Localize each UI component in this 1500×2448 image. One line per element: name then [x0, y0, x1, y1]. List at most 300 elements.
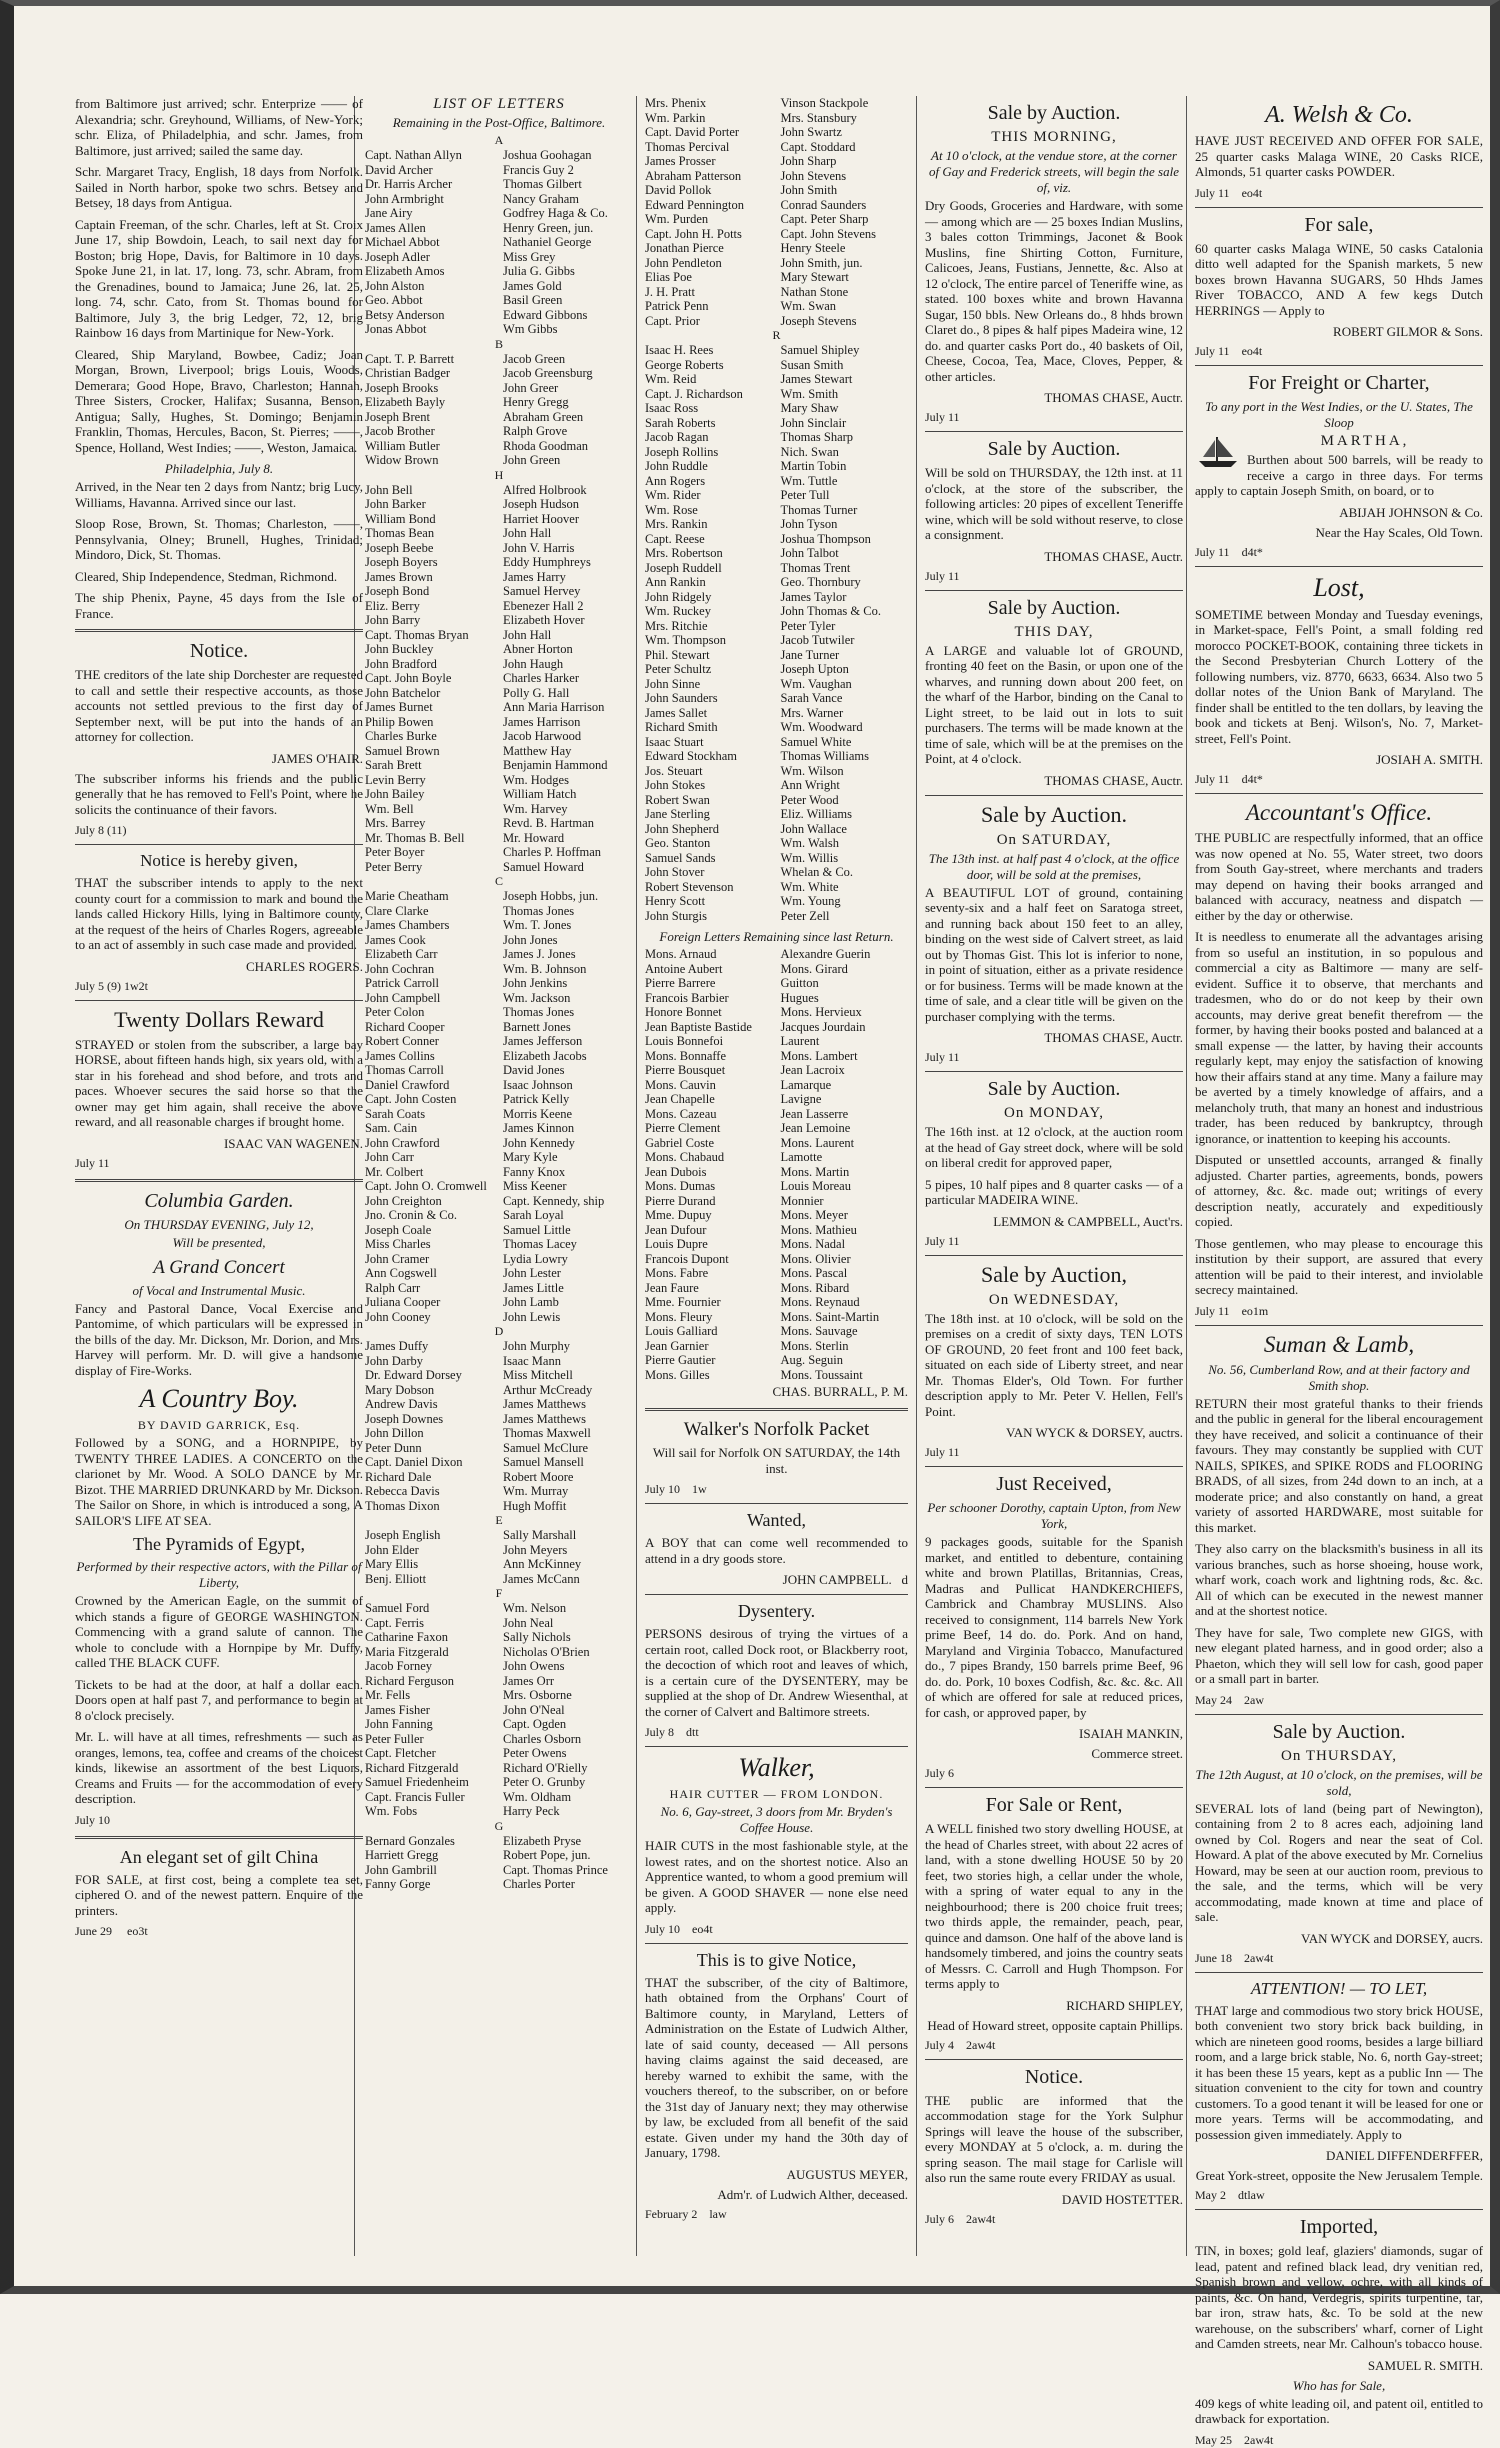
- letter-recipient-name: Samuel White: [780, 734, 852, 749]
- letter-recipient-name: Eliz. Berry: [365, 598, 420, 613]
- divider: [1195, 1714, 1483, 1715]
- letter-recipient-name: Polly G. Hall: [503, 685, 570, 700]
- letter-recipient-name: Joseph Hobbs, jun.: [503, 889, 599, 903]
- names-s: [645, 633, 908, 923]
- letter-recipient-name: Samuel Brown: [365, 743, 440, 758]
- letter-recipient-name: John Hall: [503, 627, 552, 642]
- letter-recipient-name: Mons. Nadal: [780, 1237, 846, 1251]
- letter-recipient-name: John Ruddle: [645, 459, 708, 473]
- attention-signature-2: Great York-street, opposite the New Jerusalem Temple.: [1195, 2168, 1483, 2183]
- letters-sections: [365, 133, 633, 1892]
- letter-recipient-name: John Talbot: [780, 546, 839, 560]
- stage-tag: 2aw4t: [966, 2211, 996, 2226]
- letter-recipient-name: Pierre Clement: [645, 1121, 721, 1135]
- letter-recipient-name: Jean Garnier: [645, 1338, 709, 1353]
- divider: [925, 1466, 1183, 1467]
- letter-recipient-name: Mons. Olivier: [780, 1251, 851, 1266]
- letter-recipient-name: Sarah Coats: [365, 1106, 426, 1121]
- letter-recipient-name: William Bond: [365, 511, 436, 526]
- court-notice-title: Notice is hereby given,: [140, 851, 298, 870]
- letter-recipient-name: Joseph Beebe: [365, 540, 434, 555]
- letter-recipient-name: John Bradford: [365, 656, 437, 671]
- estate-tag: law: [709, 2206, 727, 2221]
- letter-recipient-name: Capt. Fletcher: [365, 1746, 436, 1760]
- letter-recipient-name: Dr. Edward Dorsey: [365, 1368, 462, 1382]
- notice-body: THE creditors of the late ship Dorchester are requested to call and settle their respective accounts, as those accounts not settled previous to the first day of September next, will be put into the hands of an attorney for collection.: [75, 667, 363, 744]
- letter-recipient-name: James Jefferson: [503, 1034, 583, 1048]
- letter-recipient-name: Capt. John Boyle: [365, 671, 452, 685]
- packet-date-text: July 10: [645, 1482, 681, 1496]
- letter-section-heading: H: [494, 467, 504, 482]
- letter-recipient-name: Mrs. Stansbury: [780, 110, 857, 125]
- letter-recipient-name: Jacob Green: [503, 351, 566, 366]
- letter-recipient-name: Charles Burke: [365, 729, 437, 743]
- sale-date-text: July 11: [1195, 344, 1230, 358]
- letter-recipient-name: Mons. Chabaud: [645, 1150, 725, 1164]
- received-body: 9 packages goods, suitable for the Spanish market, and entitled to debenture, containing white and brown Platillas, Britannias, Creas, Madras and Pullicat HANDKERCHIEFS, Cambrick and Chambray MUSLINS. Also received to consignment, 114 barrels New York prime Beef, 14 do. do. Pork. And on hand, Maryland and Virginia Tobacco, Manufactured do., 7 pipes Brandy, 150 barrels prime Beef, 96 do. do. Pork, 10 boxes Codfish, &c. &c. &c. All of which are offered for sale at reduced prices, for cash, or approved paper, by: [925, 1534, 1183, 1720]
- letter-recipient-name: Miss Mitchell: [503, 1368, 573, 1382]
- sale-tag: eo4t: [1241, 344, 1263, 358]
- auction-signature: THOMAS CHASE, Auctr.: [1044, 390, 1183, 405]
- letter-recipient-name: Andrew Davis: [365, 1397, 438, 1411]
- letter-recipient-name: Morris Keene: [503, 1106, 573, 1121]
- letter-recipient-name: Pierre Durand: [645, 1193, 716, 1208]
- letter-recipient-name: Wm. Parkin: [645, 110, 706, 125]
- letter-recipient-name: James Fisher: [365, 1702, 430, 1717]
- letter-recipient-name: Ralph Grove: [503, 424, 568, 438]
- lost-date-text: July 11: [1195, 772, 1230, 786]
- divider: [1195, 207, 1483, 208]
- letter-recipient-name: Edward Stockham: [645, 749, 737, 763]
- divider: [645, 1408, 908, 1411]
- play-body: Followed by a SONG, and a HORNPIPE, by TWENTY THREE LADIES. A CONCERTO on the clarionet by Mr. Wood. A SOLO DANCE by Mr. Bizot. THE MARRIED DRUNKARD by Mr. Dickson. The Sailor on Shore, in which is introduced a song, A SAILOR'S LIFE AT SEA.: [75, 1435, 363, 1528]
- letter-recipient-name: John Elder: [365, 1542, 419, 1557]
- letter-recipient-name: James Matthews: [503, 1397, 586, 1411]
- column-letters-continued: [639, 96, 914, 2256]
- letter-recipient-name: Mrs. Phenix: [645, 96, 707, 110]
- lost-signature: JOSIAH A. SMITH.: [1376, 752, 1483, 767]
- letter-recipient-name: Michael Abbot: [365, 235, 440, 249]
- letter-recipient-name: John Owens: [503, 1659, 565, 1673]
- divider: [1195, 1972, 1483, 1973]
- letter-recipient-name: Mons. Sauvage: [780, 1324, 858, 1338]
- letter-recipient-name: Alexandre Guerin: [780, 947, 871, 961]
- letter-recipient-name: Joseph English: [365, 1528, 441, 1542]
- letter-recipient-name: John Stevens: [780, 168, 847, 183]
- column-auctions: [919, 96, 1189, 2256]
- letter-recipient-name: John Barker: [365, 497, 426, 511]
- letter-recipient-name: John Meyers: [503, 1542, 568, 1557]
- letter-recipient-name: Eliz. Williams: [780, 807, 852, 821]
- letter-recipient-name: John Campbell: [365, 990, 441, 1005]
- letter-recipient-name: Joseph Brent: [365, 409, 430, 424]
- suman-date: [1195, 1693, 1483, 1708]
- letter-recipient-name: Maria Fitzgerald: [365, 1644, 449, 1659]
- letter-recipient-name: Jacques Jourdain: [780, 1019, 866, 1034]
- letter-section-heading: C: [494, 874, 503, 888]
- letter-recipient-name: Mrs. Warner: [780, 705, 844, 720]
- shipping-paragraph: The ship Phenix, Payne, 45 days from the Isle of France.: [75, 590, 363, 621]
- letter-recipient-name: Thomas Williams: [780, 749, 869, 763]
- letter-recipient-name: James Collins: [365, 1048, 435, 1063]
- auction-title: Sale by Auction,: [980, 1261, 1128, 1287]
- letter-recipient-name: James Matthews: [503, 1411, 586, 1426]
- letter-recipient-name: John Saunders: [645, 691, 718, 705]
- letter-recipient-name: John Bell: [365, 482, 413, 497]
- imported-title: Imported,: [1299, 2216, 1379, 2238]
- divider: [925, 1787, 1183, 1788]
- letter-recipient-name: Jacob Harwood: [503, 729, 582, 743]
- letter-recipient-name: Fanny Gorge: [365, 1877, 431, 1891]
- letter-recipient-name: John Tyson: [780, 517, 838, 531]
- letter-recipient-name: Sally Marshall: [503, 1528, 577, 1542]
- wanted-title: Wanted,: [746, 1510, 807, 1530]
- letter-recipient-name: Capt. Kennedy, ship: [503, 1193, 605, 1208]
- letter-recipient-name: Capt. Ogden: [503, 1717, 567, 1731]
- letter-recipient-name: John Lester: [503, 1266, 561, 1280]
- letter-recipient-name: Jos. Steuart: [645, 763, 703, 778]
- letter-section-heading: R: [772, 328, 781, 342]
- letter-recipient-name: Mons. Martin: [780, 1164, 850, 1179]
- letter-recipient-name: Ann Maria Harrison: [503, 700, 605, 714]
- letter-recipient-name: Thomas Carroll: [365, 1063, 444, 1077]
- welsh-body: HAVE JUST RECEIVED AND OFFER FOR SALE, 25 quarter casks Malaga WINE, 20 Casks RICE, Almonds, 51 quarter casks POWDER.: [1195, 133, 1483, 179]
- letter-recipient-name: Capt. J. Richardson: [645, 386, 743, 401]
- letter-recipient-name: Ebenezer Hall 2: [503, 598, 584, 613]
- letter-recipient-name: Jean Baptiste Bastide: [645, 1019, 752, 1034]
- auction-body: A LARGE and valuable lot of GROUND, fronting 40 feet on the Basin, or upon one of the wharves, and running down about 200 feet, on the wharf of the Harbor, binding on the Canal to Light street, to be laid out in lots to suit purchasers. The terms will be made known at the time of sale, which will be at the premises on the Point, at 4 o'clock.: [925, 642, 1183, 766]
- letter-recipient-name: Jane Turner: [780, 647, 840, 662]
- letter-recipient-name: Thomas Gilbert: [503, 177, 582, 191]
- letter-recipient-name: Benj. Elliott: [365, 1571, 427, 1586]
- letter-recipient-name: Jacob Ragan: [645, 430, 709, 444]
- letter-recipient-name: Wm. Reid: [645, 372, 697, 386]
- letter-recipient-name: Wm. Harvey: [503, 801, 568, 816]
- names-grid: [365, 148, 633, 337]
- rent-title: For Sale or Rent,: [985, 1794, 1123, 1816]
- letter-recipient-name: John Smith: [780, 183, 838, 197]
- letter-recipient-name: Hugues: [780, 990, 819, 1005]
- letter-recipient-name: Mr. Colbert: [365, 1164, 424, 1179]
- welsh-date: [1195, 186, 1483, 201]
- welsh-tag: eo4t: [1241, 185, 1263, 200]
- letter-recipient-name: Lydia Lowry: [503, 1251, 568, 1266]
- letter-recipient-name: John V. Harris: [503, 540, 575, 555]
- auction-body: A BEAUTIFUL LOT of ground, containing seventy-six and a half feet on Saratoga street, and running back about 150 feet to an alley, binding on the west side of Calvert street, as laid out by Thomas Gist. This lot is inferior to none, in point of situation, either as a private residence or for business. Terms will be made known at the time of sale, and a clear title will be given on the purchaser complying with the terms.: [925, 884, 1183, 1024]
- letter-recipient-name: Peter Colon: [365, 1005, 425, 1019]
- letter-recipient-name: James Orr: [503, 1673, 555, 1688]
- letter-recipient-name: Wm. Murray: [503, 1484, 569, 1498]
- received-signature-2: Commerce street.: [1091, 1746, 1183, 1761]
- letter-recipient-name: Julia G. Gibbs: [503, 264, 575, 278]
- china-tag: eo3t: [127, 1924, 148, 1938]
- sale-signature: ROBERT GILMOR & Sons.: [1333, 324, 1483, 339]
- letter-recipient-name: Mons. Toussaint: [780, 1367, 863, 1382]
- walker-sub2: No. 6, Gay-street, 3 doors from Mr. Bryden's Coffee House.: [660, 1804, 893, 1835]
- garden-concert: A Grand Concert: [153, 1256, 285, 1278]
- letter-recipient-name: Joseph Stevens: [780, 313, 857, 328]
- letter-recipient-name: Capt. David Porter: [645, 125, 740, 139]
- letter-recipient-name: Joseph Downes: [365, 1411, 444, 1426]
- letter-recipient-name: Joseph Brooks: [365, 380, 439, 395]
- letter-recipient-name: Samuel McClure: [503, 1440, 589, 1455]
- letter-recipient-name: Richard Ferguson: [365, 1673, 454, 1688]
- letter-recipient-name: Wm. T. Jones: [503, 918, 572, 932]
- letter-recipient-name: Mons. Dumas: [645, 1179, 716, 1193]
- letter-recipient-name: Elizabeth Carr: [365, 947, 438, 961]
- letter-recipient-name: John Thomas & Co.: [780, 604, 881, 618]
- letter-recipient-name: Mary Dobson: [365, 1382, 435, 1397]
- auction-signature: THOMAS CHASE, Auctr.: [1044, 1030, 1183, 1045]
- auction-signature: THOMAS CHASE, Auctr.: [1044, 548, 1183, 564]
- stage-notice-signature: DAVID HOSTETTER.: [1061, 2191, 1183, 2207]
- court-notice-signature: CHARLES ROGERS.: [245, 958, 363, 974]
- letter-section-heading: B: [494, 336, 503, 351]
- letter-recipient-name: Mons. Meyer: [780, 1208, 848, 1222]
- letter-recipient-name: Phil. Stewart: [645, 647, 710, 662]
- column-shipping-news: [69, 96, 369, 2256]
- letter-recipient-name: Wm. Rose: [645, 502, 698, 517]
- letter-recipient-name: John Darby: [365, 1353, 423, 1368]
- auction-sub: THIS MORNING,: [991, 129, 1117, 145]
- walker-sub: HAIR CUTTER — FROM LONDON.: [669, 1787, 884, 1801]
- letter-recipient-name: John Stokes: [645, 778, 706, 792]
- divider: [75, 1836, 363, 1839]
- letter-recipient-name: John Haugh: [503, 656, 564, 671]
- letter-recipient-name: Mons. Hervieux: [780, 1005, 862, 1019]
- letter-recipient-name: Louis Dupre: [645, 1237, 708, 1251]
- land-tag: 2aw4t: [1244, 1950, 1274, 1965]
- letter-recipient-name: Elizabeth Pryse: [503, 1833, 582, 1848]
- letter-recipient-name: Jean Chapelle: [645, 1092, 715, 1106]
- freight-signature-2: Near the Hay Scales, Old Town.: [1315, 524, 1483, 540]
- freight-tag: d4t*: [1241, 544, 1263, 559]
- letter-recipient-name: Peter Berry: [365, 859, 423, 874]
- auction-title: Sale by Auction.: [987, 438, 1121, 460]
- divider: [925, 1071, 1183, 1072]
- shipping-paragraph: Sloop Rose, Brown, St. Thomas; Charleston, ——, Pennsylvania, Olney; Brunell, Hughes, Trinidad; Mindoro, Dick, St. Thomas.: [75, 516, 363, 562]
- letter-recipient-name: Mary Ellis: [365, 1557, 419, 1571]
- auction-signature: LEMMON & CAMPBELL, Auct'rs.: [993, 1213, 1183, 1229]
- letter-recipient-name: Capt. Prior: [645, 313, 700, 328]
- wanted-tag: d: [901, 1572, 908, 1587]
- letter-recipient-name: Barnett Jones: [503, 1019, 571, 1034]
- letter-recipient-name: Mrs. Osborne: [503, 1688, 572, 1702]
- divider: [925, 795, 1183, 796]
- letter-recipient-name: Mons. Laurent: [780, 1135, 855, 1150]
- letter-recipient-name: Richard O'Rielly: [503, 1760, 588, 1775]
- letter-recipient-name: John Jenkins: [503, 976, 568, 990]
- letter-recipient-name: Mons. Gilles: [645, 1367, 710, 1382]
- names-grid: [365, 1528, 633, 1586]
- letter-recipient-name: Dr. Harris Archer: [365, 177, 453, 191]
- letter-recipient-name: Laurent: [780, 1034, 820, 1048]
- letter-recipient-name: Antoine Aubert: [645, 961, 723, 976]
- letter-recipient-name: Francois Dupont: [645, 1251, 729, 1266]
- shipping-paragraph: from Baltimore just arrived; schr. Enterprize —— of Alexandria; schr. Greyhound, Williams, of New-York; schr. Eliza, of Philadelphia, and schr. James, from Baltimore, just arrived; sailed the same day.: [75, 96, 363, 158]
- auction-items: 5 pipes, 10 half pipes and 8 quarter casks — of a particular MADEIRA WINE.: [925, 1176, 1183, 1207]
- attention-title: ATTENTION! — TO LET,: [1250, 1978, 1428, 1998]
- court-notice-date: July 5 (9) 1w2t: [75, 978, 148, 993]
- letter-recipient-name: Thomas Lacey: [503, 1237, 577, 1251]
- letter-recipient-name: Joseph Upton: [780, 662, 849, 676]
- column-letters-list: [359, 96, 639, 2256]
- letter-recipient-name: Wm. Nelson: [503, 1601, 567, 1615]
- letter-recipient-name: Samuel Friedenheim: [365, 1775, 469, 1789]
- letter-recipient-name: Mrs. Barrey: [365, 816, 426, 830]
- divider: [645, 1746, 908, 1747]
- column-rule: [916, 96, 917, 2256]
- letter-recipient-name: David Pollok: [645, 183, 712, 197]
- reward-signature: ISAAC VAN WAGENEN.: [223, 1135, 363, 1151]
- attention-tag: dtlaw: [1238, 2188, 1265, 2202]
- divider: [75, 629, 363, 632]
- letter-recipient-name: Mons. Girard: [780, 961, 848, 976]
- letter-recipient-name: Joseph Coale: [365, 1222, 432, 1237]
- garden-title: Columbia Garden.: [144, 1189, 294, 1212]
- letter-recipient-name: Guitton: [780, 976, 819, 990]
- auction-intro: The 13th inst. at half past 4 o'clock, at the office door, will be sold at the premises,: [928, 850, 1180, 882]
- letter-recipient-name: Mary Stewart: [780, 270, 849, 284]
- letter-recipient-name: Aug. Seguin: [780, 1353, 843, 1367]
- letter-section-heading: F: [495, 1586, 503, 1600]
- packet-title: Walker's Norfolk Packet: [683, 1419, 870, 1440]
- letter-recipient-name: Alfred Holbrook: [503, 482, 587, 497]
- letter-recipient-name: Elizabeth Jacobs: [503, 1048, 587, 1063]
- letter-recipient-name: John Sharp: [780, 154, 837, 168]
- names-grid: [365, 483, 633, 875]
- received-title: Just Received,: [996, 1473, 1112, 1495]
- pyramids-title: The Pyramids of Egypt,: [133, 1534, 305, 1554]
- dysentery-date-text: July 8: [645, 1725, 675, 1739]
- letter-recipient-name: Ralph Carr: [365, 1280, 421, 1295]
- letter-recipient-name: Hugh Moffit: [503, 1498, 567, 1513]
- letter-recipient-name: Robert Pope, jun.: [503, 1848, 591, 1862]
- letter-recipient-name: Levin Berry: [365, 772, 426, 787]
- land-auction-title: Sale by Auction.: [1272, 1720, 1406, 1743]
- letter-recipient-name: Jno. Cronin & Co.: [365, 1208, 458, 1222]
- suman-body: They have for sale, Two complete new GIGS, with new elegant plated harness, and in good order; also a Phaeton, which they will sell low for cash, good paper or a small part in barter.: [1195, 1624, 1483, 1686]
- letter-recipient-name: Capt. Thomas Prince: [503, 1862, 608, 1877]
- letter-recipient-name: Joshua Thompson: [780, 531, 871, 546]
- letter-recipient-name: Mrs. Rankin: [645, 517, 708, 531]
- letter-recipient-name: Joseph Boyers: [365, 555, 438, 569]
- letter-recipient-name: Mons. Cauvin: [645, 1077, 716, 1092]
- letter-recipient-name: Wm. White: [780, 879, 839, 894]
- letter-recipient-name: James Kinnon: [503, 1121, 575, 1135]
- office-body: THE PUBLIC are respectfully informed, that an office was now opened at No. 55, Water street, two doors from South Gay-street, where merchants and traders may depend on having their books arranged and balanced with accuracy, neatness and dispatch — either by the day or otherwise.: [1195, 830, 1483, 923]
- auction-title: Sale by Auction.: [987, 102, 1121, 124]
- letter-section-heading: G: [494, 1818, 504, 1833]
- letter-recipient-name: Elias Poe: [645, 270, 692, 284]
- letter-recipient-name: Capt. John O. Cromwell: [365, 1179, 487, 1193]
- letter-recipient-name: Monnier: [780, 1193, 824, 1208]
- welsh-date-text: July 11: [1195, 185, 1230, 200]
- letter-recipient-name: Abraham Patterson: [645, 168, 742, 183]
- letter-recipient-name: John Batchelor: [365, 685, 441, 700]
- auction-date: July 11: [925, 568, 960, 583]
- letter-recipient-name: Wm. Walsh: [780, 836, 839, 850]
- freight-sub: To any port in the West Indies, or the U. States, The Sloop: [1205, 399, 1473, 430]
- letter-recipient-name: James Gold: [503, 278, 562, 293]
- letter-recipient-name: Richard Smith: [645, 720, 718, 734]
- letter-recipient-name: Wm. Bell: [365, 801, 414, 816]
- letter-recipient-name: Francois Barbier: [645, 990, 729, 1005]
- estate-date-text: February 2: [645, 2206, 698, 2221]
- letter-recipient-name: Mr. Howard: [503, 830, 565, 845]
- letter-section-heading: D: [494, 1324, 504, 1338]
- letter-recipient-name: Capt. Peter Sharp: [780, 212, 869, 226]
- attention-signature: DANIEL DIFFENDERFFER,: [1326, 2148, 1483, 2163]
- letter-recipient-name: Sarah Loyal: [503, 1208, 564, 1222]
- letter-recipient-name: Peter Zell: [780, 908, 830, 923]
- letters-title: LIST OF LETTERS: [433, 96, 565, 112]
- letter-recipient-name: Wm. Young: [780, 894, 841, 908]
- foreign-letters-title: Foreign Letters Remaining since last Return.: [659, 929, 894, 944]
- auction-sub: On WEDNESDAY,: [988, 1291, 1120, 1308]
- divider: [1195, 2209, 1483, 2210]
- pyramids-body: Tickets to be had at the door, at half a dollar each. Doors open at half past 7, and performance to begin at 8 o'clock precisely.: [75, 1676, 363, 1723]
- letter-recipient-name: Ann Rankin: [645, 575, 706, 589]
- divider: [925, 2059, 1183, 2060]
- letter-recipient-name: Mons. Cazeau: [645, 1106, 717, 1121]
- letter-recipient-name: John O'Neal: [503, 1702, 565, 1717]
- shipping-paragraph: Captain Freeman, of the schr. Charles, left at St. Croix June 17, ship Bowdoin, Leach, to sail next day for Boston; brig Hope, Davis, for Baltimore in 10 days. Spoke June 21, in lat. 17, long. 73, schr. Abram, from the Grenadines, bound to Jamaica; June 26, lat. 25, long. 74, schr. Cato, from St. Thomas bound for Baltimore, July 3, the brig Ledger, 72, 12, brig Rainbow 16 days from Martinique for New-York.: [75, 216, 363, 340]
- auction-title: Sale by Auction.: [987, 1078, 1121, 1100]
- letter-recipient-name: Mr. Fells: [365, 1688, 411, 1702]
- dysentery-title: Dysentery.: [737, 1601, 816, 1621]
- letter-recipient-name: Thomas Jones: [503, 1005, 575, 1019]
- letter-recipient-name: Thomas Turner: [780, 502, 858, 517]
- notice-signature: JAMES O'HAIR.: [271, 750, 363, 766]
- letter-recipient-name: Jean Faure: [645, 1280, 699, 1295]
- letter-recipient-name: Mons. Ribard: [780, 1280, 850, 1295]
- divider: [645, 1594, 908, 1595]
- letter-section-heading: E: [495, 1513, 503, 1527]
- letter-recipient-name: Capt. Ferris: [365, 1615, 425, 1630]
- letter-recipient-name: Wm. Swan: [780, 299, 837, 313]
- sale-body: 60 quarter casks Malaga WINE, 50 casks Catalonia ditto well adapted for the Spanish markets, 5 new boxes brown Havanna SUGARS, 50 Hhds James River TOBACCO, AND A few kegs Dutch HERRINGS — Apply to: [1195, 240, 1483, 318]
- auction-sub: THIS DAY,: [1014, 623, 1094, 640]
- notice-body: The subscriber informs his friends and the public generally that he has removed to Fell's Point, where he solicits the continuance of their favors.: [75, 770, 363, 817]
- letter-recipient-name: Nancy Graham: [503, 191, 580, 206]
- letter-recipient-name: Peter Wood: [780, 792, 839, 807]
- letter-recipient-name: Basil Green: [503, 293, 563, 307]
- letter-recipient-name: Mons. Pascal: [780, 1266, 848, 1280]
- welsh-title: A. Welsh & Co.: [1265, 102, 1413, 128]
- port-heading: Philadelphia, July 8.: [164, 461, 274, 476]
- letter-recipient-name: Jean Lacroix: [780, 1063, 845, 1077]
- letter-recipient-name: Capt. Thomas Bryan: [365, 627, 469, 642]
- suman-body: They also carry on the blacksmith's business in all its various branches, such as horse shoeing, house work, wharf work, coach work and lightning rods, &c. &c. All of which can be executed in the newest manner and at the shortest notice.: [1195, 1541, 1483, 1618]
- letter-recipient-name: Peter O. Grunby: [503, 1775, 586, 1789]
- letter-recipient-name: Jonathan Pierce: [645, 241, 724, 255]
- letter-recipient-name: Sam. Cain: [365, 1121, 418, 1135]
- letter-recipient-name: Mons. Saint-Martin: [780, 1309, 880, 1324]
- letter-recipient-name: Henry Steele: [780, 241, 846, 255]
- shipping-paragraph: Cleared, Ship Independence, Stedman, Richmond.: [75, 568, 338, 584]
- letter-recipient-name: Lamarque: [780, 1077, 832, 1092]
- letter-recipient-name: Richard Fitzgerald: [365, 1760, 459, 1775]
- estate-notice-body: THAT the subscriber, of the city of Baltimore, hath obtained from the Orphans' Court of Baltimore county, in Maryland, Letters of Administration on the Estate of Ludwich Alther, late of said county, deceased — All persons having claims against the said deceased, are hereby warned to exhibit the same, with the vouchers thereof, to the subscriber, on or before the 31st day of January next; they may otherwise by law, be excluded from all benefit of the said estate. Given under my hand the 30th day of January, 1798.: [645, 1974, 908, 2160]
- letter-recipient-name: Miss Grey: [503, 249, 556, 264]
- letter-recipient-name: Lavigne: [780, 1092, 822, 1106]
- received-sub: Per schooner Dorothy, captain Upton, from New York,: [927, 1500, 1181, 1531]
- letter-recipient-name: Louis Moreau: [780, 1179, 851, 1193]
- stage-date-text: July 6: [925, 2211, 955, 2226]
- letter-recipient-name: Wm. Smith: [780, 386, 839, 401]
- letter-recipient-name: Capt. Daniel Dixon: [365, 1455, 463, 1469]
